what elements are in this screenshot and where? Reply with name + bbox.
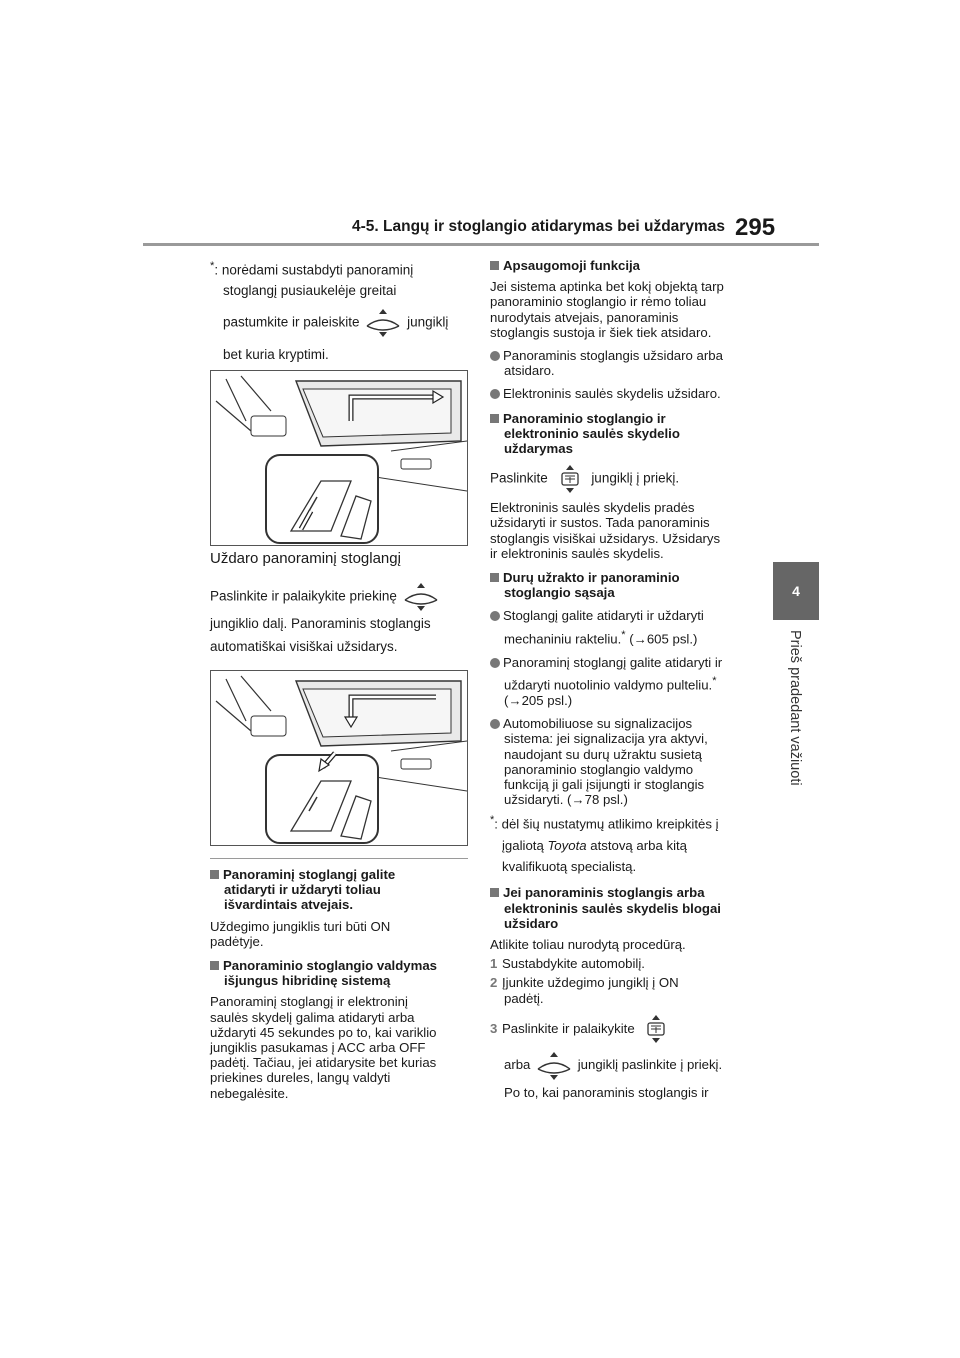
sunshade-switch-icon bbox=[552, 464, 588, 494]
r-p2-2: užsidaryti ir sustos. Tada panoraminis bbox=[490, 515, 710, 531]
close-instr-b: jungiklio dalį. Panoraminis stoglangis bbox=[210, 616, 431, 631]
heading-hybrid-off-1: Panoraminio stoglangio valdymas bbox=[210, 958, 472, 973]
heading-door-link-1: Durų užrakto ir panoraminio bbox=[490, 570, 758, 585]
r-b5-5: funkciją ji gali įsijungti ir stoglangis bbox=[504, 777, 705, 793]
r-p1-2: panoraminio stoglangio ir rėmo toliau bbox=[490, 294, 707, 310]
r-note-3: kvalifikuotą specialistą. bbox=[502, 859, 637, 875]
p2-line6: priekines dureles, langų valdyti bbox=[210, 1070, 391, 1086]
step-3-text-b: arba bbox=[504, 1057, 531, 1073]
note-line1: : norėdami sustabdyti panoraminį bbox=[214, 262, 414, 278]
sunroof-illustration-1 bbox=[210, 370, 468, 546]
heading-closing-3: uždarymas bbox=[504, 441, 573, 457]
step-1-number: 1 bbox=[490, 956, 498, 972]
p1-line2: padėtyje. bbox=[210, 933, 264, 949]
r-p1-3: nurodytais atvejais, panoraminis bbox=[490, 309, 679, 325]
chapter-tab: 4 bbox=[773, 562, 819, 620]
section-separator bbox=[210, 858, 468, 859]
step-2-number: 2 bbox=[490, 975, 498, 991]
p2-line7: nebegalėsite. bbox=[210, 1085, 289, 1101]
r-p2-4: ir elektroninis saulės skydelis. bbox=[490, 545, 664, 561]
heading-closing-2: elektroninio saulės skydelio bbox=[504, 425, 680, 441]
r-b5-6: užsidaryti. (→78 psl.) bbox=[504, 792, 628, 808]
note-line4: bet kuria kryptimi. bbox=[223, 346, 329, 362]
r-b5-4: panoraminio stoglangio valdymo bbox=[504, 761, 694, 777]
note-line3b: jungiklį bbox=[407, 314, 449, 330]
note-line3a: pastumkite ir paleiskite bbox=[223, 314, 360, 330]
r-p2-3: stoglangis visiškai užsidarys. Užsidarys bbox=[490, 530, 721, 546]
sunroof-illustration-2 bbox=[210, 670, 468, 846]
step-1-text: Sustabdykite automobilį. bbox=[502, 956, 645, 972]
header-rule bbox=[143, 243, 819, 246]
step-3-text-d: Po to, kai panoraminis stoglangis ir bbox=[504, 1084, 709, 1100]
close-instr-a: Paslinkite ir palaikykite priekinę bbox=[210, 588, 397, 604]
roof-switch-icon bbox=[534, 1051, 574, 1081]
r-p3: Atlikite toliau nurodytą procedūrą. bbox=[490, 937, 686, 953]
close-instructions bbox=[210, 582, 470, 655]
r-b4-1: Panoraminį stoglangį galite atidaryti ir bbox=[490, 655, 758, 670]
heading-closing-1: Panoraminio stoglangio ir bbox=[490, 411, 758, 426]
r-b5-3: naudojant su durų užraktu susietą bbox=[504, 746, 702, 762]
p2-line1: Panoraminį stoglangį ir elektroninį bbox=[210, 994, 408, 1010]
p2-line4: jungiklis pasukamas į ACC arba OFF bbox=[210, 1040, 426, 1056]
step-3-text-a: Paslinkite ir palaikykite bbox=[502, 1020, 635, 1036]
heading-open-close-cases-2: atidaryti ir uždaryti toliau bbox=[224, 882, 381, 898]
heading-door-link-2: stoglangio sąsaja bbox=[504, 585, 615, 601]
heading-bad-close-2: elektroninis saulės skydelis blogai bbox=[504, 900, 721, 916]
step-2-text-2: padėtį. bbox=[504, 990, 544, 1006]
section-title: 4-5. Langų ir stoglangio atidarymas bei uždarymas bbox=[352, 218, 725, 235]
r-b1-2: atsidaro. bbox=[504, 363, 555, 379]
r-b3-star: * bbox=[621, 628, 626, 641]
note-footnote bbox=[210, 258, 470, 363]
sunshade-switch-icon bbox=[638, 1014, 674, 1044]
p2-line2: saulės skydelį galima atidaryti arba bbox=[210, 1009, 415, 1025]
roof-switch-icon bbox=[401, 582, 441, 612]
right-column bbox=[490, 258, 758, 1100]
r-note-star: * bbox=[490, 814, 495, 827]
r-b2: Elektroninis saulės skydelis užsidaro. bbox=[490, 386, 758, 401]
r-note-2a: įgaliotą bbox=[502, 838, 548, 854]
r-b4-star: * bbox=[712, 675, 717, 688]
heading-bad-close-3: užsidaro bbox=[504, 915, 559, 931]
r-b5-2: sistema: jei signalizacija yra aktyvi, bbox=[504, 731, 708, 747]
r-b3-2: mechaniniu rakteliu. bbox=[504, 631, 622, 647]
note-line2: stoglangį pusiaukelėje greitai bbox=[223, 282, 397, 298]
r-b5-1: Automobiliuose su signalizacijos bbox=[490, 716, 758, 731]
page-number: 295 bbox=[735, 214, 776, 241]
heading-protection: Apsaugomoji funkcija bbox=[490, 258, 758, 273]
r-b4-2: uždaryti nuotolinio valdymo pulteliu. bbox=[504, 677, 713, 693]
p2-line3: uždaryti 45 sekundes po to, kai variklio bbox=[210, 1024, 437, 1040]
heading-hybrid-off-2: išjungus hibridinę sistemą bbox=[224, 973, 391, 989]
heading-open-close-cases-1: Panoraminį stoglangį galite bbox=[210, 867, 472, 882]
chapter-side-label-text: Prieš pradedant važiuoti bbox=[787, 630, 803, 786]
r-p1-1: Jei sistema aptinka bet kokį objektą tarp bbox=[490, 279, 724, 295]
r-note-2c: atstovą arba kitą bbox=[586, 838, 688, 854]
slide-a: Paslinkite bbox=[490, 470, 548, 486]
note-star: * bbox=[210, 260, 215, 272]
p1-line1: Uždegimo jungiklis turi būti ON bbox=[210, 918, 391, 934]
step-3-number: 3 bbox=[490, 1020, 498, 1036]
r-b3-1: Stoglangį galite atidaryti ir uždaryti bbox=[490, 608, 758, 623]
r-note-1: : dėl šių nustatymų atlikimo kreipkitės į bbox=[494, 816, 719, 832]
p2-line5: padėtį. Tačiau, jei atidarysite bet kurias bbox=[210, 1055, 437, 1071]
step-2-text-1: Įjunkite uždegimo jungiklį į ON bbox=[502, 975, 679, 991]
step-3-text-c: jungiklį paslinkite į priekį. bbox=[577, 1057, 723, 1073]
r-b1-1: Panoraminis stoglangis užsidaro arba bbox=[490, 348, 758, 363]
r-p2-1: Elektroninis saulės skydelis pradės bbox=[490, 500, 695, 516]
r-b4-ref: (→205 psl.) bbox=[504, 693, 573, 709]
slide-b: jungiklį į priekį. bbox=[591, 470, 680, 486]
r-p1-4: stoglangis sustoja ir šiek tiek atsidaro. bbox=[490, 324, 712, 340]
close-instr-c: automatiškai visiškai užsidarys. bbox=[210, 639, 398, 654]
figure-1-caption: Uždaro panoraminį stoglangį bbox=[210, 550, 401, 567]
roof-switch-icon bbox=[363, 308, 403, 338]
r-b3-ref: (→605 psl.) bbox=[625, 631, 698, 647]
heading-bad-close-1: Jei panoraminis stoglangis arba bbox=[490, 885, 758, 900]
heading-open-close-cases-3: išvardintais atvejais. bbox=[224, 897, 354, 913]
left-sections bbox=[210, 867, 472, 1101]
chapter-side-label bbox=[781, 630, 811, 810]
r-note-brand: Toyota bbox=[547, 838, 587, 854]
